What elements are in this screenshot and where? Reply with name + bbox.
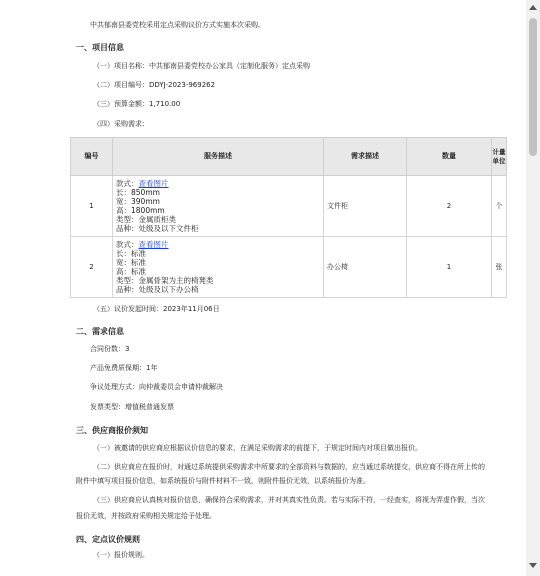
scrollbar-thumb[interactable] <box>529 18 537 156</box>
table-row <box>71 176 507 237</box>
spec-type: 类型：金属骨架为主的椅凳类 <box>116 276 214 285</box>
notice-paragraph-1: （一）被邀请的供应商应根据议价信息的要求，在满足采购需求的前提下，于规定时间内对项目做出报价。 <box>93 444 422 452</box>
spec-type: 类型：金属质柜类 <box>116 215 176 224</box>
vertical-scrollbar[interactable] <box>526 0 540 576</box>
service-description-cell <box>113 237 324 298</box>
intro-text: 中共郁南县委党校采用定点采购议价方式实施本次采购。 <box>90 21 265 29</box>
unit: 个 <box>492 176 507 237</box>
invoice-type: 发票类型：增值税普通发票 <box>90 403 174 411</box>
procurement-table <box>70 137 507 298</box>
view-image-link[interactable]: 查看图片 <box>138 179 169 188</box>
quote-start-time: （五）议价发起时间：2023年11月06日 <box>93 305 220 313</box>
section-4-title: 四、定点议价规则 <box>76 535 140 544</box>
style-label: 款式： <box>116 179 139 188</box>
spec-width: 宽：390mm <box>116 197 160 206</box>
procurement-needs-label: （四）采购需求： <box>93 120 149 128</box>
spec-length: 长：850mm <box>116 188 160 197</box>
notice-paragraph-3a: （三）供应商应认真核对报价信息，确保符合采购需求，并对其真实性负责。若与实际不符，一经查实，将视为弄虚作假，当次 <box>93 496 485 504</box>
spec-width: 宽：标准 <box>116 258 146 267</box>
spec-variety: 品种：处级及以下文件柜 <box>116 224 199 233</box>
row-number: 1 <box>71 176 113 237</box>
spec-height: 高：标准 <box>116 267 146 276</box>
style-label: 款式： <box>116 240 139 249</box>
demand-description: 办公椅 <box>324 237 407 298</box>
header-unit: 计量单位 <box>492 138 507 176</box>
quote-rules: （一）报价规则。 <box>93 551 149 559</box>
project-number: （二）项目编号：DDYJ-2023-969262 <box>93 81 216 89</box>
notice-paragraph-3b: 报价无效，并按政府采购相关规定给予处理。 <box>76 512 216 520</box>
scroll-up-arrow-icon[interactable] <box>529 5 537 10</box>
table-header-row <box>71 138 507 176</box>
notice-paragraph-2b: 附件中填写项目报价信息，如系统报价与附件材料不一致，则附件报价无效，以系统报价为准。 <box>76 477 370 485</box>
notice-paragraph-2a: （二）供应商应在报价时，对通过系统提供采购需求中所要求的全部资料与数据的，应当通过系统提交，供应商不得在所上传的 <box>93 463 485 471</box>
header-demand-description: 需求描述 <box>324 138 407 176</box>
section-2-title: 二、需求信息 <box>76 327 124 336</box>
quantity: 1 <box>407 237 492 298</box>
warranty-period: 产品免费质保期：1年 <box>90 364 158 372</box>
quantity: 2 <box>407 176 492 237</box>
header-quantity: 数量 <box>407 138 492 176</box>
spec-length: 长：标准 <box>116 249 146 258</box>
table-row <box>71 237 507 298</box>
project-name: （一）项目名称：中共郁南县委党校办公家具（定制化服务）定点采购 <box>93 62 310 70</box>
section-3-title: 三、供应商报价须知 <box>76 426 148 435</box>
demand-description: 文件柜 <box>324 176 407 237</box>
header-number: 编号 <box>71 138 113 176</box>
spec-variety: 品种：处级及以下办公椅 <box>116 285 199 294</box>
row-number: 2 <box>71 237 113 298</box>
header-service-description: 服务描述 <box>113 138 324 176</box>
unit: 张 <box>492 237 507 298</box>
service-description-cell <box>113 176 324 237</box>
scroll-down-arrow-icon[interactable] <box>529 563 537 568</box>
section-1-title: 一、项目信息 <box>76 43 124 52</box>
budget-amount: （三）预算金额：1,710.00 <box>93 100 181 108</box>
view-image-link[interactable]: 查看图片 <box>138 240 169 249</box>
dispute-resolution: 争议处理方式：向仲裁委员会申请仲裁解决 <box>90 383 223 391</box>
spec-height: 高：1800mm <box>116 206 165 215</box>
contract-copies: 合同份数：3 <box>90 345 130 353</box>
